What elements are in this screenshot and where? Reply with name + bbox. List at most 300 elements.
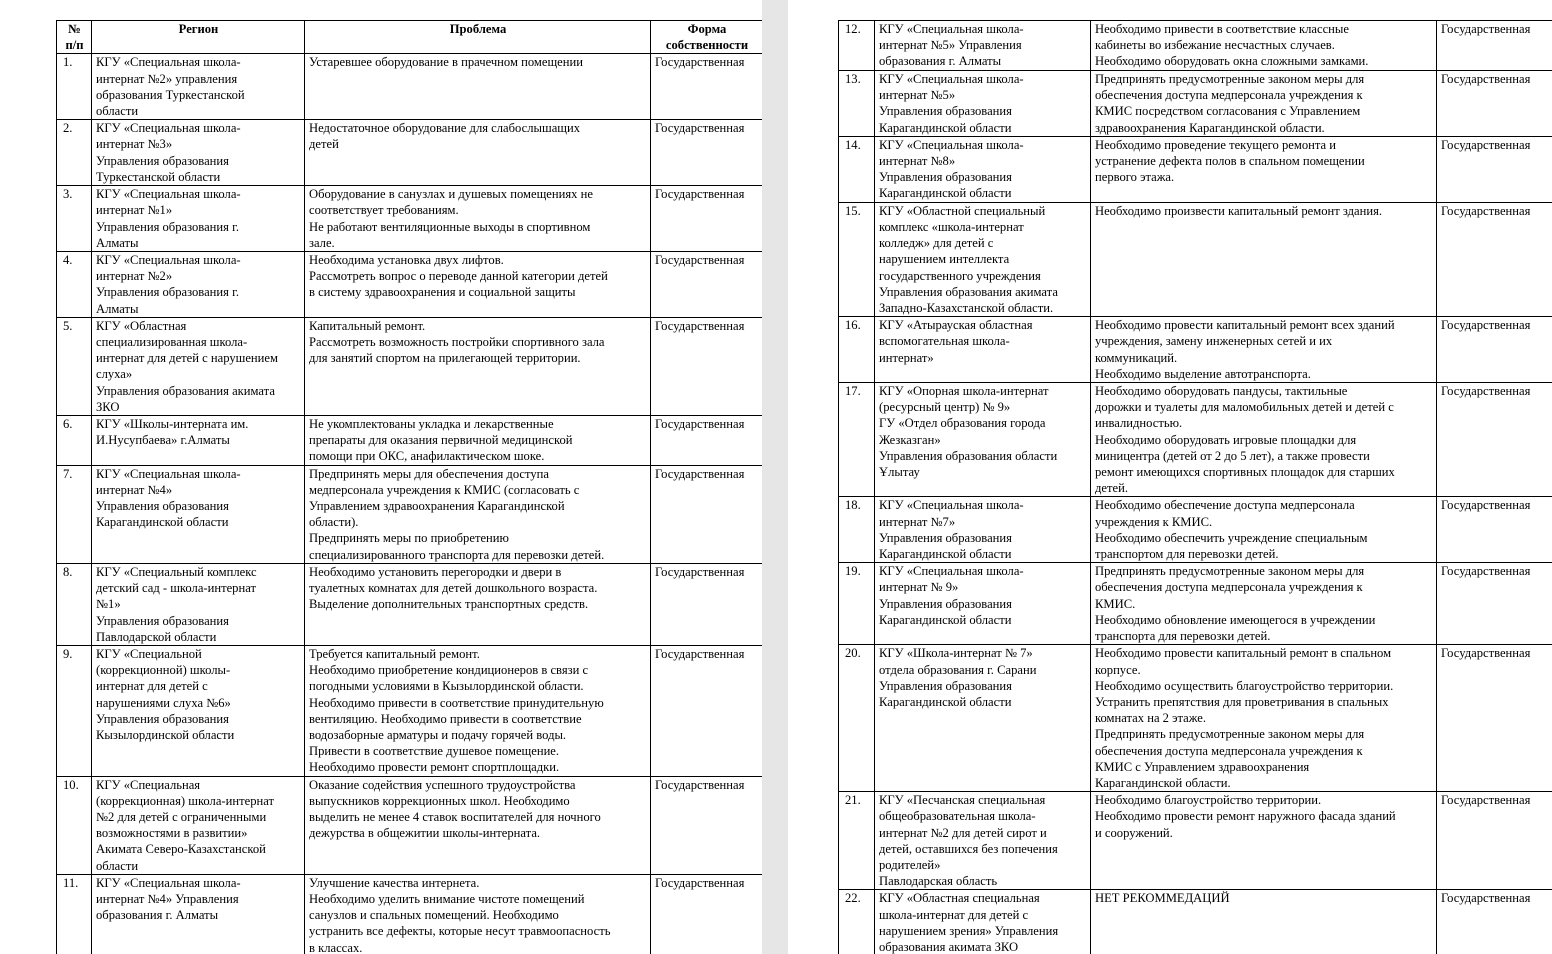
text-line: колледж» для детей с (879, 236, 994, 251)
text-line: соответствует требованиям. (309, 203, 459, 218)
text-line: п/п (65, 38, 84, 53)
row-number: 6. (57, 416, 92, 466)
text-line: Управления образования (879, 530, 1012, 545)
text-line: Необходима установка двух лифтов. (309, 253, 504, 268)
row-number: 2. (57, 120, 92, 186)
region-cell (875, 563, 1091, 645)
row-number: 11. (57, 874, 92, 954)
text-line: КГУ «Специальная школа- (879, 137, 1024, 152)
ownership-cell: Государственная (651, 54, 763, 120)
ownership-cell: Государственная (651, 563, 763, 645)
text-line: коммуникаций. (1095, 350, 1178, 365)
text-line: Необходимо привести в соответствие классные (1095, 22, 1349, 36)
problem-cell (1091, 497, 1437, 563)
header-ownership (651, 21, 763, 54)
region-cell (875, 317, 1091, 383)
text-line: Кызылординской области (96, 727, 235, 742)
text-line: препараты для оказания первичной медицинской (309, 433, 573, 448)
row-number: 17. (839, 383, 875, 497)
text-line: Выделение дополнительных транспортных средств. (309, 597, 589, 612)
ownership-cell: Государственная (1437, 136, 1552, 202)
text-line: устранение дефекта полов в спальном помещении (1095, 154, 1365, 169)
text-line: инвалидностью. (1095, 416, 1183, 431)
row-number: 5. (57, 317, 92, 415)
header-problem (305, 21, 651, 54)
ownership-cell: Государственная (1437, 890, 1552, 954)
region-cell (92, 120, 305, 186)
problem-cell (1091, 136, 1437, 202)
text-line: Карагандинской области (879, 547, 1012, 562)
text-line: водозаборные арматуры и подачу горячей воды. (309, 727, 567, 742)
text-line: Акимата Северо-Казахстанской (96, 842, 266, 857)
row-number: 15. (839, 202, 875, 316)
text-line: интернат №1» (96, 203, 173, 218)
text-line: №2 для детей с ограниченными (96, 809, 267, 824)
problem-cell (305, 776, 651, 874)
text-line: КГУ «Атырауская областная (879, 318, 1033, 333)
text-line: Управления образования г. (96, 285, 239, 300)
table-row (57, 317, 763, 415)
text-line: КМИС с Управлением здравоохранения (1095, 759, 1310, 774)
text-line: И.Нусупбаева» г.Алматы (96, 433, 230, 448)
document-page-left (0, 0, 762, 954)
table-body-right (839, 21, 1552, 954)
text-line: Западно-Казахстанской области. (879, 301, 1054, 316)
row-number: 21. (839, 792, 875, 890)
text-line: КГУ «Опорная школа-интернат (879, 384, 1049, 399)
document-page-right (788, 0, 1552, 954)
text-line: Предпринять меры по приобретению (309, 531, 509, 546)
region-cell (92, 252, 305, 318)
ownership-cell: Государственная (1437, 563, 1552, 645)
text-line: Рассмотреть вопрос о переводе данной категории детей (309, 269, 608, 284)
text-line: помощи при ОКС, анафилактическом шоке. (309, 449, 545, 464)
text-line: Оказание содействия успешного трудоустройства (309, 777, 576, 792)
problem-cell (1091, 383, 1437, 497)
text-line: в систему здравоохранения и социальной защиты (309, 285, 576, 300)
text-line: Управления образования (96, 153, 229, 168)
text-line: ремонт имеющихся спортивных площадок для старших (1095, 465, 1395, 480)
text-line: Управления образования (96, 711, 229, 726)
text-line: комплекс «школа-интернат (879, 220, 1024, 235)
text-line: Управления образования области (879, 448, 1058, 463)
row-number: 10. (57, 776, 92, 874)
text-line: интернат №3» (96, 137, 173, 152)
ownership-cell: Государственная (651, 465, 763, 563)
text-line: Регион (178, 22, 219, 36)
text-line: Управления образования (96, 499, 229, 514)
text-line: Необходимо уделить внимание чистоте помещений (309, 891, 585, 906)
text-line: Необходимо обеспечение доступа медперсонала (1095, 498, 1355, 513)
table-row (57, 120, 763, 186)
row-number: 16. (839, 317, 875, 383)
text-line: интернат №4» (96, 482, 173, 497)
text-line: нарушениями слуха №6» (96, 695, 231, 710)
text-line: интернат №7» (879, 514, 956, 529)
text-line: Необходимо оборудовать окна сложными замками. (1095, 54, 1369, 69)
ownership-cell: Государственная (651, 416, 763, 466)
text-line: КГУ «Специальная школа- (96, 55, 241, 70)
table-row (839, 497, 1552, 563)
text-line: нарушением зрения» Управления (879, 923, 1059, 938)
text-line: КГУ «Областная (96, 318, 187, 333)
text-line: собственности (665, 38, 749, 53)
ownership-cell: Государственная (651, 186, 763, 252)
row-number: 14. (839, 136, 875, 202)
region-cell (875, 890, 1091, 954)
text-line: Управлением здравоохранения Карагандинской (309, 499, 565, 514)
problem-cell (1091, 317, 1437, 383)
text-line: ЗКО (96, 399, 120, 414)
text-line: Недостаточное оборудование для слабослышащих (309, 121, 581, 136)
text-line: кабинеты во избежание несчастных случаев. (1095, 38, 1335, 53)
problem-cell (305, 120, 651, 186)
text-line: КГУ «Специальная школа- (879, 22, 1024, 36)
text-line: образования акимата ЗКО (879, 939, 1019, 954)
text-line: нарушением интеллекта (879, 252, 1010, 267)
text-line: КГУ «Специальная школа- (879, 72, 1024, 86)
problem-cell (305, 465, 651, 563)
text-line: вспомогательная школа- (879, 334, 1010, 349)
ownership-cell: Государственная (651, 317, 763, 415)
ownership-cell: Государственная (651, 645, 763, 776)
text-line: интернат №2 для детей сирот и (879, 825, 1047, 840)
ownership-cell: Государственная (651, 252, 763, 318)
text-line: КГУ «Специальная школа- (879, 498, 1024, 513)
text-line: Необходимо провести ремонт спортплощадки. (309, 760, 560, 775)
text-line: обеспечения доступа медперсонала учреждения к (1095, 580, 1363, 595)
table-header-row (57, 21, 763, 54)
text-line: вентиляцию. Необходимо привести в соответствие (309, 711, 582, 726)
row-number: 7. (57, 465, 92, 563)
text-line: Необходимо оборудовать игровые площадки для (1095, 432, 1357, 447)
text-line: отдела образования г. Сарани (879, 662, 1037, 677)
header-region (92, 21, 305, 54)
table-row (57, 186, 763, 252)
text-line: Управления образования (879, 170, 1012, 185)
text-line: первого этажа. (1095, 170, 1175, 185)
region-cell (875, 497, 1091, 563)
text-line: интернат» (879, 350, 934, 365)
problem-cell (1091, 645, 1437, 792)
text-line: Карагандинской области (879, 612, 1012, 627)
text-line: КГУ «Специальная школа- (879, 564, 1024, 579)
problem-cell (305, 186, 651, 252)
problem-cell (1091, 71, 1437, 137)
problem-cell (1091, 21, 1437, 71)
text-line: КГУ «Специальная школа- (96, 466, 241, 481)
table-row (839, 202, 1552, 316)
text-line: Карагандинской области (879, 694, 1012, 709)
text-line: специализированного транспорта для перевозки детей. (309, 547, 605, 562)
text-line: КМИС посредством согласования с Управлением (1095, 104, 1361, 119)
text-line: КГУ «Областная специальная (879, 891, 1040, 906)
ownership-cell: Государственная (651, 776, 763, 874)
row-number: 3. (57, 186, 92, 252)
text-line: Необходимо оборудовать пандусы, тактильные (1095, 384, 1348, 399)
row-number: 8. (57, 563, 92, 645)
text-line: (коррекционной) школы- (96, 663, 231, 678)
text-line: Жезказган» (879, 432, 941, 447)
text-line: области (96, 858, 139, 873)
text-line: детский сад - школа-интернат (96, 581, 256, 596)
problem-cell (1091, 890, 1437, 954)
text-line: Устранить препятствия для проветривания в спальных (1095, 694, 1389, 709)
region-cell (92, 563, 305, 645)
region-cell (92, 186, 305, 252)
text-line: Капитальный ремонт. (309, 318, 426, 333)
text-line: Необходимо проведение текущего ремонта и (1095, 137, 1337, 152)
text-line: слуха» (96, 367, 133, 382)
text-line: Не укомплектованы укладка и лекарственные (309, 417, 554, 432)
text-line: КГУ «Песчанская специальная (879, 793, 1046, 808)
text-line: медперсонала учреждения к КМИС (согласовать с (309, 482, 580, 497)
text-line: (коррекционная) школа-интернат (96, 793, 275, 808)
row-number: 13. (839, 71, 875, 137)
region-cell (875, 792, 1091, 890)
text-line: учреждения к КМИС. (1095, 514, 1213, 529)
table-row (57, 776, 763, 874)
text-line: возможностями в развитии» (96, 826, 248, 841)
text-line: интернат №2» управления (96, 71, 238, 86)
recommendations-table-right (838, 20, 1552, 954)
table-row (839, 645, 1552, 792)
text-line: Проблема (449, 22, 507, 36)
text-line: комнатах на 2 этаже. (1095, 711, 1207, 726)
region-cell (875, 21, 1091, 71)
text-line: НЕТ РЕКОММЕДАЦИЙ (1095, 891, 1230, 906)
ownership-cell: Государственная (651, 874, 763, 954)
table-row (57, 416, 763, 466)
text-line: КГУ «Специальная школа- (96, 253, 241, 268)
text-line: Необходимо провести капитальный ремонт в спальном (1095, 646, 1392, 661)
text-line: Необходимо приобретение кондиционеров в связи с (309, 663, 589, 678)
ownership-cell: Государственная (1437, 497, 1552, 563)
text-line: КГУ «Специальная школа- (96, 121, 241, 136)
table-row (839, 563, 1552, 645)
ownership-cell: Государственная (1437, 202, 1552, 316)
text-line: погодными условиями в Кызылординской области. (309, 679, 584, 694)
region-cell (875, 71, 1091, 137)
text-line: интернат для детей с (96, 679, 208, 694)
text-line: Необходимо выделение автотранспорта. (1095, 366, 1311, 381)
table-row (839, 383, 1552, 497)
text-line: в классах. (309, 940, 363, 954)
table-row (57, 563, 763, 645)
text-line: Оборудование в санузлах и душевых помещениях не (309, 187, 593, 202)
region-cell (92, 645, 305, 776)
text-line: Управления образования (879, 596, 1012, 611)
row-number: 22. (839, 890, 875, 954)
text-line: Требуется капитальный ремонт. (309, 646, 480, 661)
text-line: интернат №4» Управления (96, 891, 239, 906)
region-cell (92, 317, 305, 415)
text-line: обеспечения доступа медперсонала учреждения к (1095, 743, 1363, 758)
region-cell (92, 776, 305, 874)
text-line: интернат №5» Управления (879, 38, 1022, 53)
text-line: государственного учреждения (879, 268, 1041, 283)
ownership-cell: Государственная (1437, 317, 1552, 383)
problem-cell (305, 54, 651, 120)
text-line: Необходимо обновление имеющегося в учреждении (1095, 612, 1376, 627)
text-line: Привести в соответствие душевое помещение. (309, 744, 560, 759)
text-line: №1» (96, 597, 121, 612)
text-line: образования г. Алматы (96, 908, 219, 923)
text-line: здравоохранения Карагандинской области. (1095, 120, 1325, 135)
text-line: туалетных комнатах для детей дошкольного возраста. (309, 581, 598, 596)
text-line: родителей» (879, 857, 941, 872)
text-line: детей. (1095, 481, 1128, 496)
ownership-cell: Государственная (1437, 792, 1552, 890)
text-line: Не работают вентиляционные выходы в спортивном (309, 219, 591, 234)
text-line: транспортом для перевозки детей. (1095, 547, 1279, 562)
table-row (57, 645, 763, 776)
text-line: образования Туркестанской (96, 87, 245, 102)
problem-cell (305, 317, 651, 415)
table-body-left (57, 54, 763, 954)
text-line: детей, оставшихся без попечения (879, 841, 1058, 856)
table-row (57, 874, 763, 954)
problem-cell (305, 416, 651, 466)
problem-cell (1091, 792, 1437, 890)
text-line: Необходимо осуществить благоустройство территории. (1095, 678, 1394, 693)
text-line: Карагандинской области (96, 515, 229, 530)
text-line: для занятий спортом на прилегающей территории. (309, 351, 581, 366)
table-row (839, 317, 1552, 383)
row-number: 9. (57, 645, 92, 776)
table-row (839, 890, 1552, 954)
text-line: Необходимо провести ремонт наружного фасада зданий (1095, 809, 1396, 824)
text-line: выпускников коррекционных школ. Необходимо (309, 793, 570, 808)
text-line: обеспечения доступа медперсонала учреждения к (1095, 88, 1363, 103)
text-line: Необходимо произвести капитальный ремонт здания. (1095, 203, 1383, 218)
text-line: Управления образования г. (96, 219, 239, 234)
text-line: КГУ «Школы-интерната им. (96, 417, 249, 432)
table-row (839, 21, 1552, 71)
problem-cell (305, 563, 651, 645)
text-line: и сооружений. (1095, 825, 1173, 840)
problem-cell (1091, 202, 1437, 316)
text-line: выделить не менее 4 ставок воспитателей для ночного (309, 809, 601, 824)
text-line: Предпринять предусмотренные законом меры для (1095, 727, 1365, 742)
text-line: интернат №5» (879, 88, 956, 103)
text-line: Необходимо провести капитальный ремонт всех зданий (1095, 318, 1395, 333)
text-line: санузлов и спальных помещений. Необходимо (309, 908, 559, 923)
text-line: миницентра (детей от 2 до 5 лет), а также провести (1095, 448, 1370, 463)
recommendations-table-left (56, 20, 762, 954)
row-number: 4. (57, 252, 92, 318)
row-number: 1. (57, 54, 92, 120)
text-line: Управления образования (879, 678, 1012, 693)
region-cell (92, 465, 305, 563)
text-line: Предпринять меры для обеспечения доступа (309, 466, 549, 481)
text-line: учреждения, замену инженерных сетей и их (1095, 334, 1333, 349)
ownership-cell: Государственная (1437, 21, 1552, 71)
text-line: зале. (309, 235, 335, 250)
text-line: Павлодарская область (879, 874, 998, 889)
text-line: Карагандинской области. (1095, 775, 1231, 790)
row-number: 12. (839, 21, 875, 71)
text-line: № (68, 22, 81, 36)
text-line: Алматы (96, 301, 139, 316)
text-line: Управления образования акимата (879, 284, 1058, 299)
text-line: образования г. Алматы (879, 54, 1002, 69)
text-line: интернат №2» (96, 269, 173, 284)
problem-cell (305, 645, 651, 776)
text-line: Необходимо благоустройство территории. (1095, 793, 1322, 808)
text-line: Туркестанской области (96, 169, 221, 184)
ownership-cell: Государственная (1437, 645, 1552, 792)
text-line: устранить все дефекты, которые несут травмоопасность (309, 924, 611, 939)
region-cell (875, 136, 1091, 202)
text-line: КГУ «Специальной (96, 646, 202, 661)
table-row (57, 465, 763, 563)
text-line: области (96, 104, 139, 119)
row-number: 20. (839, 645, 875, 792)
text-line: интернат для детей с нарушением (96, 351, 278, 366)
table-row (839, 136, 1552, 202)
text-line: Карагандинской области (879, 186, 1012, 201)
text-line: Карагандинской области (879, 120, 1012, 135)
text-line: Предпринять предусмотренные законом меры для (1095, 564, 1365, 579)
text-line: Управления образования (879, 104, 1012, 119)
region-cell (875, 645, 1091, 792)
text-line: Необходимо установить перегородки и двери в (309, 564, 562, 579)
text-line: Павлодарской области (96, 629, 217, 644)
problem-cell (1091, 563, 1437, 645)
header-num (57, 21, 92, 54)
problem-cell (305, 252, 651, 318)
text-line: Предпринять предусмотренные законом меры для (1095, 72, 1365, 86)
text-line: КГУ «Школа-интернат № 7» (879, 646, 1033, 661)
text-line: КГУ «Областной специальный (879, 203, 1046, 218)
row-number: 19. (839, 563, 875, 645)
region-cell (92, 874, 305, 954)
text-line: Ұлытау (879, 465, 920, 480)
text-line: корпусе. (1095, 662, 1141, 677)
text-line: детей (309, 137, 339, 152)
table-row (57, 252, 763, 318)
text-line: Форма (687, 22, 727, 36)
text-line: КГУ «Специальная школа- (96, 187, 241, 202)
text-line: транспорта для перевозки детей. (1095, 629, 1271, 644)
text-line: Алматы (96, 235, 139, 250)
table-row (839, 792, 1552, 890)
text-line: общеобразовательная школа- (879, 809, 1036, 824)
region-cell (92, 54, 305, 120)
text-line: Необходимо обеспечить учреждение специальным (1095, 530, 1368, 545)
text-line: дежурства в общежитии школы-интерната. (309, 826, 541, 841)
ownership-cell: Государственная (1437, 71, 1552, 137)
text-line: Рассмотреть возможность постройки спортивного зала (309, 335, 605, 350)
ownership-cell: Государственная (1437, 383, 1552, 497)
text-line: школа-интернат для детей с (879, 907, 1029, 922)
text-line: интернат №8» (879, 154, 956, 169)
text-line: КМИС. (1095, 596, 1136, 611)
problem-cell (305, 874, 651, 954)
text-line: Необходимо привести в соответствие принудительную (309, 695, 604, 710)
region-cell (875, 202, 1091, 316)
row-number: 18. (839, 497, 875, 563)
text-line: КГУ «Специальная школа- (96, 875, 241, 890)
table-row (57, 54, 763, 120)
text-line: дорожки и туалеты для маломобильных детей и детей с (1095, 400, 1394, 415)
text-line: (ресурсный центр) № 9» (879, 400, 1011, 415)
text-line: Управления образования акимата (96, 383, 275, 398)
text-line: интернат № 9» (879, 580, 959, 595)
text-line: КГУ «Специальная (96, 777, 201, 792)
text-line: КГУ «Специальный комплекс (96, 564, 257, 579)
